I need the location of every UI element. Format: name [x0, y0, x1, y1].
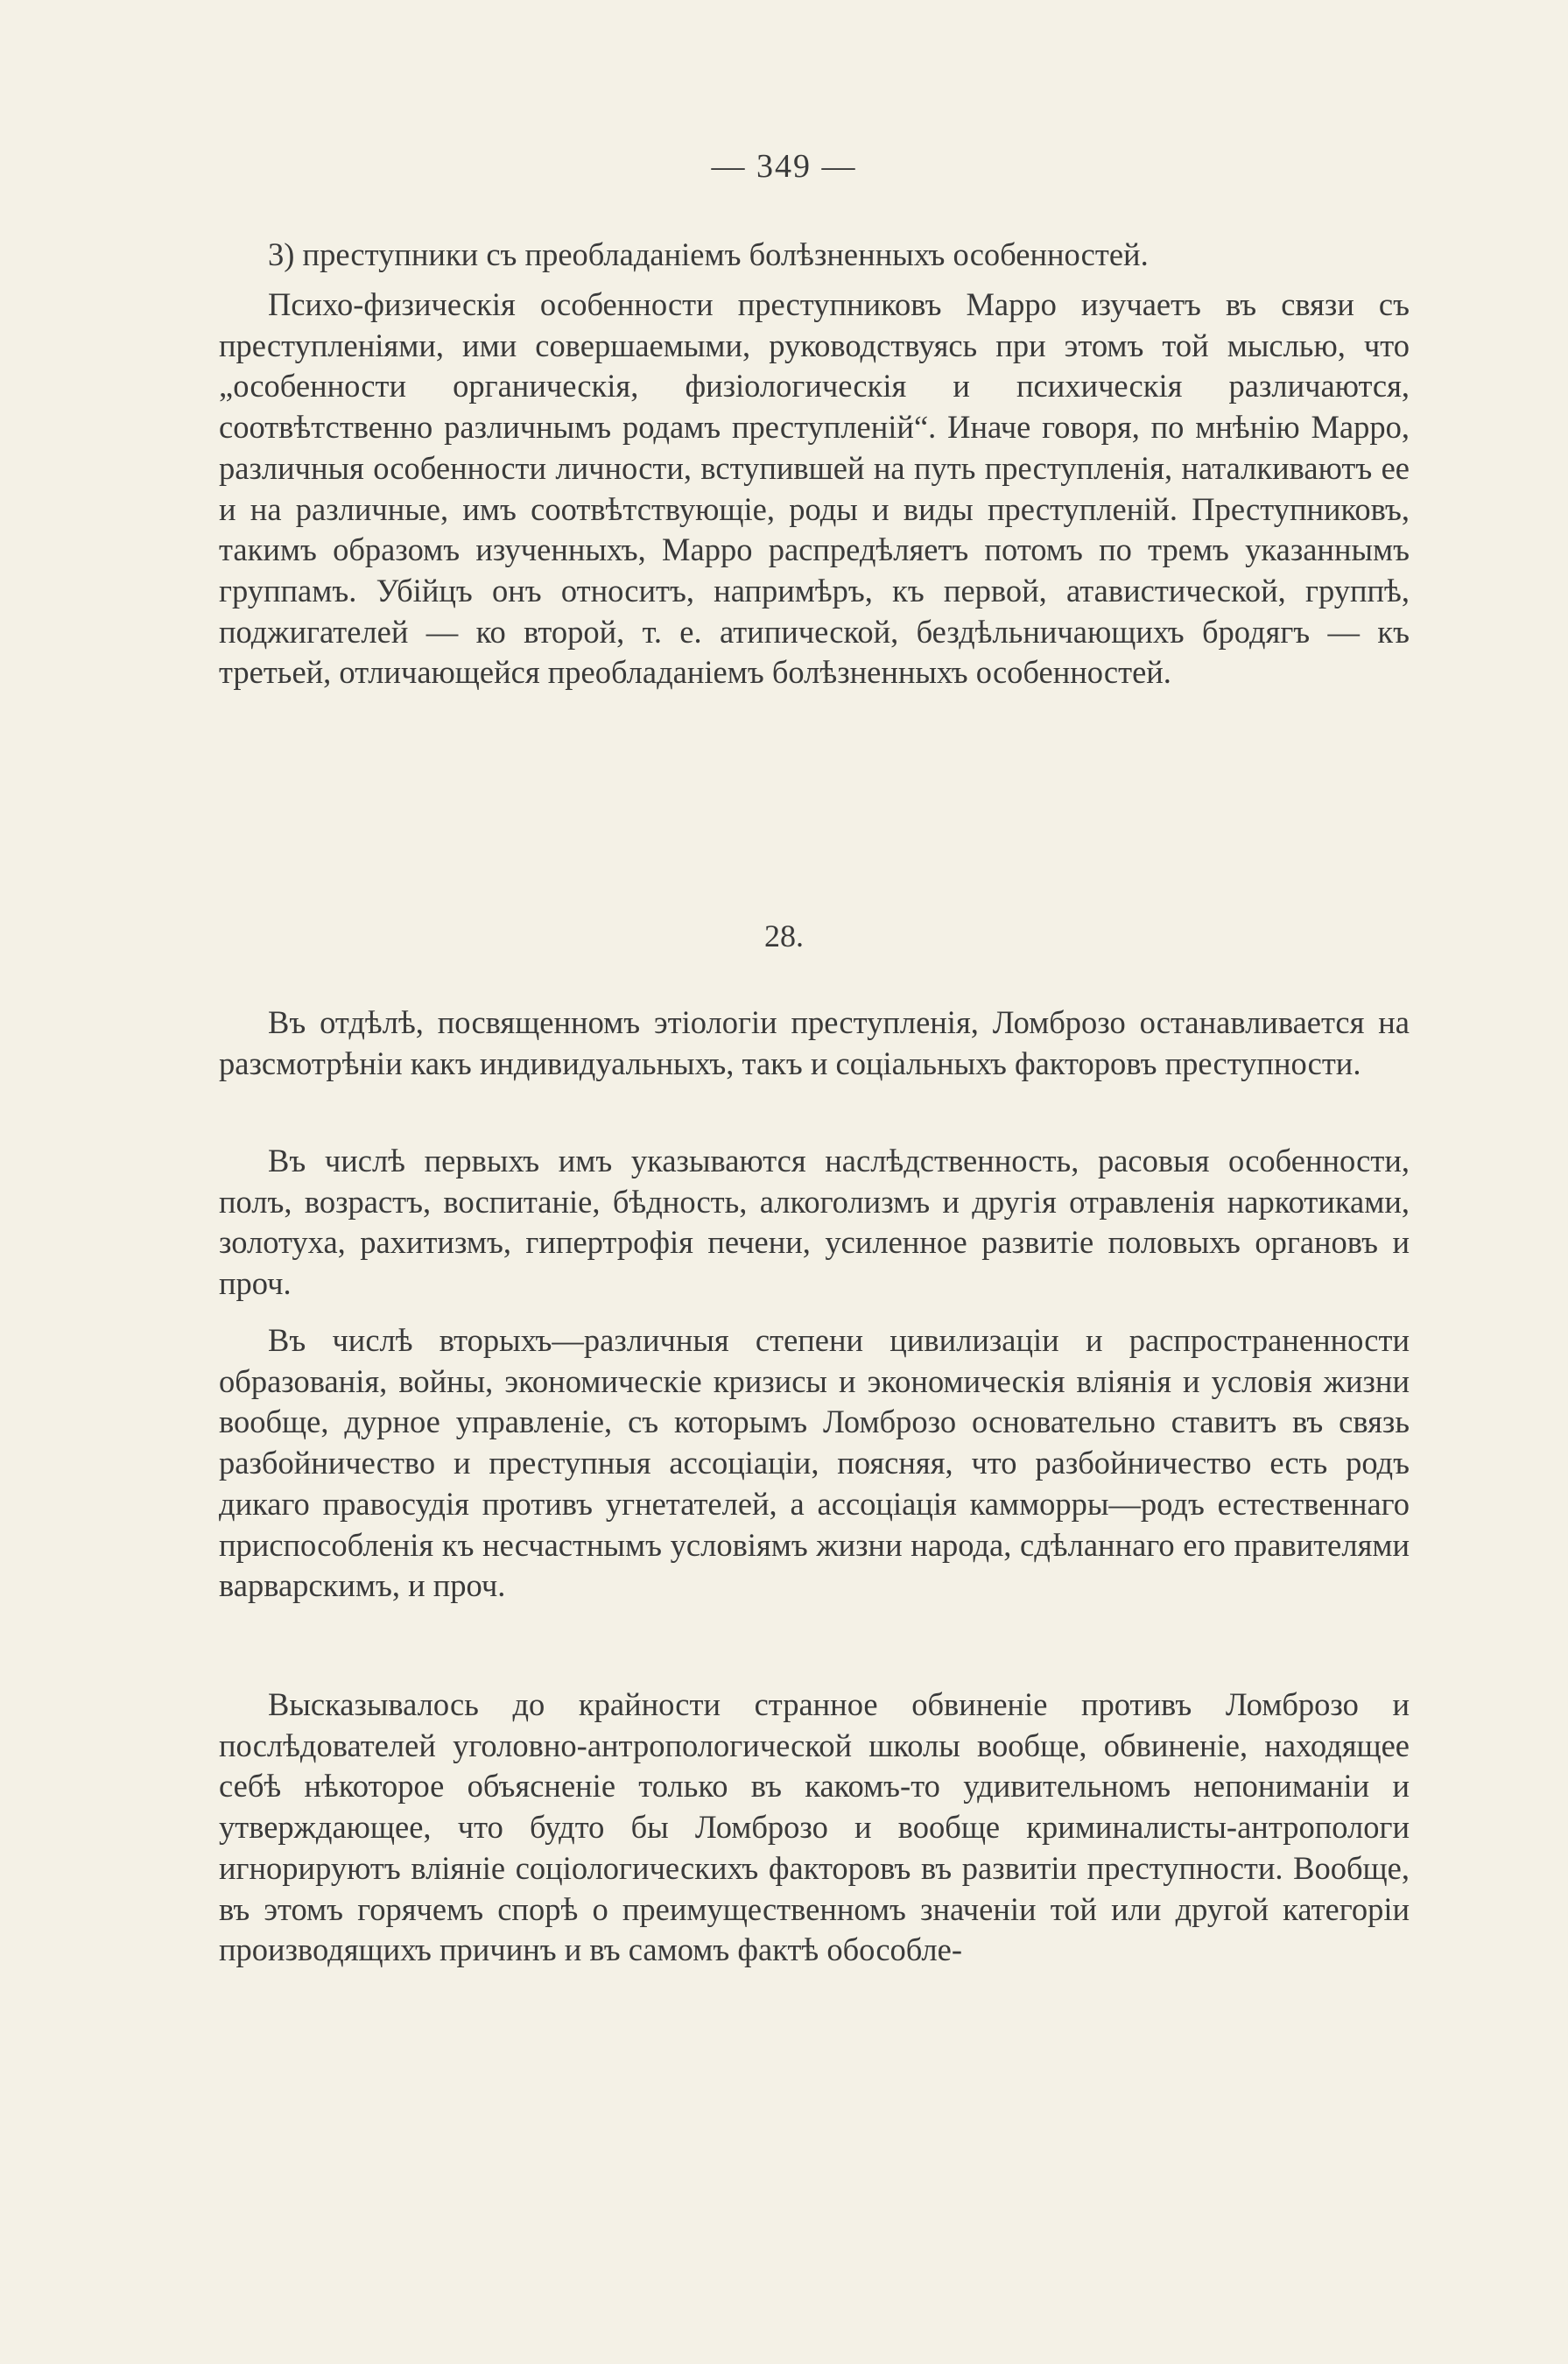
paragraph: Высказывалось до крайности странное обвиненіе противъ Ломброзо и послѣдователей уголовно-антропологической школы вообще, обвиненіе, находящее себѣ нѣкоторое объясненіе только въ какомъ-то удивительномъ непониманіи и утверждающее, что будто бы Ломброзо и вообще криминалисты-антропологи игнорируютъ вліяніе соціологическихъ факторовъ въ развитіи преступности. Вообще, въ этомъ горячемъ спорѣ о преимущественномъ значеніи той или другой категоріи производящихъ причинъ и въ самомъ фактѣ обособле-: [219, 1686, 1410, 1968]
paragraph: Психо-физическія особенности преступниковъ Марро изучаетъ въ связи съ преступленіями, ими совершаемыми, руководствуясь при этомъ той мыслью, что „особенности органическія, физіологическія и психическія различаются, соотвѣтственно различнымъ родамъ преступленій“. Иначе говоря, по мнѣнію Марро, различныя особенности личности, вступившей на путь преступленія, наталкиваютъ ее и на различные, имъ соотвѣтствующіе, роды и виды преступленій. Преступниковъ, такимъ образомъ изученныхъ, Марро распредѣляетъ потомъ по тремъ указаннымъ группамъ. Убійцъ онъ относитъ, напримѣръ, къ первой, атавистической, группѣ, поджигателей — ко второй, т. е. атипической, бездѣльничающихъ бродягъ — къ третьей, отличающейся преобладаніемъ болѣзненныхъ особенностей.: [219, 286, 1410, 691]
paragraph: 3) преступники съ преобладаніемъ болѣзненныхъ особенностей.: [268, 236, 1149, 272]
paragraph: Въ числѣ вторыхъ—различныя степени цивилизаціи и распространенности образованія, войны, экономическіе кризисы и экономическія вліянія и условія жизни вообще, дурное управленіе, съ которымъ Ломброзо основательно ставитъ въ связь разбойничество и преступныя ассоціаціи, поясняя, что разбойничество есть родъ дикаго правосудія противъ угнетателей, а ассоціація камморры—родъ естественнаго приспособленія къ несчастнымъ условіямъ жизни народа, сдѣланнаго его правителями варварскимъ, и проч.: [219, 1322, 1410, 1604]
page-number: — 349 —: [711, 148, 857, 185]
section-number: 28.: [764, 918, 804, 953]
paragraph: Въ отдѣлѣ, посвященномъ этіологіи преступленія, Ломброзо останавливается на разсмотрѣніи какъ индивидуальныхъ, такъ и соціальныхъ факторовъ преступности.: [219, 1004, 1410, 1081]
paragraph: Въ числѣ первыхъ имъ указываются наслѣдственность, расовыя особенности, полъ, возрастъ, воспитаніе, бѣдность, алкоголизмъ и другія отравленія наркотиками, золотуха, рахитизмъ, гипертрофія печени, усиленное развитіе половыхъ органовъ и проч.: [219, 1143, 1410, 1302]
